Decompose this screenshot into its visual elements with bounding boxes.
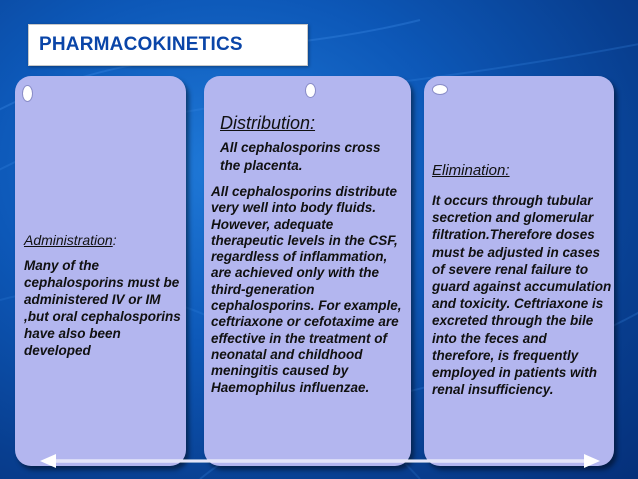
distribution-text: All cephalosporins distribute very well into body fluids. However, adequate therapeutic levels in the CSF, regardless of inflammation, are achieved only with the third-generation cephalosporins. For example, ceftriaxone or cefotaxime are effective in the treatment of neonatal and childhood meningitis caused by Haemophilus influenzae. <box>211 184 402 395</box>
administration-heading <box>24 232 117 248</box>
card-hole-icon <box>432 84 448 95</box>
administration-heading-label: Administration <box>24 232 113 248</box>
card-hole-icon <box>22 85 33 102</box>
title-box <box>28 24 308 66</box>
elimination-card <box>424 76 614 466</box>
card-hole-icon <box>305 83 316 98</box>
slide-title: PHARMACOKINETICS <box>39 34 243 55</box>
elimination-heading: Elimination: <box>432 162 510 179</box>
administration-card <box>15 76 186 466</box>
distribution-card <box>204 76 411 466</box>
distribution-heading: Distribution: <box>220 113 316 133</box>
elimination-text: It occurs through tubular secretion and glomerular filtration.Therefore doses must be adjusted in cases of severe renal failure to guard against accumulation and toxicity. Ceftriaxone is excreted through the bile into the feces and therefore, is frequently employed in patients with renal insufficiency. <box>432 193 612 398</box>
distribution-intro-text: All cephalosporins cross the placenta. <box>220 140 381 173</box>
administration-text: Many of the cephalosporins must be administered IV or IM ,but oral cephalosporins have also been developed <box>24 258 181 358</box>
double-headed-arrow-icon <box>40 451 600 471</box>
administration-heading-colon: : <box>112 232 117 248</box>
